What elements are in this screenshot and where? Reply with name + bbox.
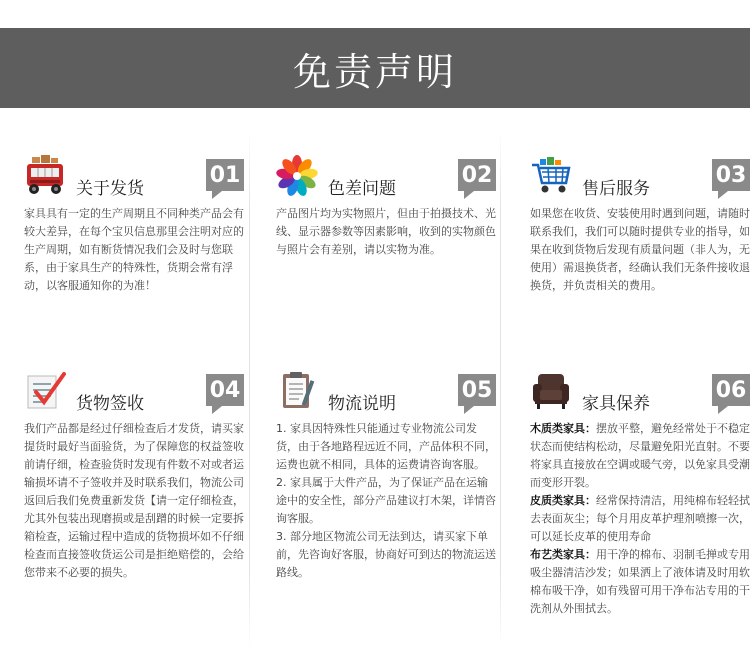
card-title: 售后服务 bbox=[582, 179, 650, 199]
clipboard-icon bbox=[276, 370, 318, 412]
card-number-badge: 01 bbox=[206, 159, 244, 191]
card-number-badge: 05 bbox=[458, 374, 496, 406]
card-body bbox=[24, 205, 244, 295]
maintenance-leather bbox=[530, 492, 750, 546]
shopping-cart-icon bbox=[530, 155, 572, 197]
column-divider bbox=[249, 130, 250, 650]
card-logistics bbox=[276, 370, 496, 660]
header-banner bbox=[0, 28, 750, 108]
armchair-icon bbox=[530, 370, 572, 412]
card-title: 家具保养 bbox=[582, 394, 650, 414]
card-body bbox=[530, 420, 750, 618]
logistics-item-3: 3. 部分地区物流公司无法到达，请买家下单前，先咨询好客服，协商好可到达的物流运送路线。 bbox=[276, 530, 496, 579]
card-body bbox=[276, 420, 496, 582]
color-wheel-icon bbox=[276, 155, 318, 197]
maintenance-label: 木质类家具： bbox=[530, 422, 596, 435]
card-title: 货物签收 bbox=[76, 394, 144, 414]
card-maintenance bbox=[530, 370, 750, 660]
maintenance-fabric bbox=[530, 546, 750, 618]
card-number-badge: 06 bbox=[712, 374, 750, 406]
card-number-badge: 04 bbox=[206, 374, 244, 406]
maintenance-text: 摆放平整，避免经常处于不稳定状态而使结构松动，尽量避免阳光直射。不要将家具直接放在空调或暖气旁，以免家具受潮而变形开裂。 bbox=[530, 422, 750, 489]
card-body bbox=[24, 420, 244, 582]
card-number-badge: 03 bbox=[712, 159, 750, 191]
maintenance-text: 经常保持清洁，用纯棉布轻轻拭去表面灰尘；每个月用皮革护理剂喷擦一次，可以延长皮革的使用寿命 bbox=[530, 494, 750, 543]
maintenance-label: 皮质类家具： bbox=[530, 494, 596, 507]
card-color-difference bbox=[276, 155, 496, 395]
maintenance-label: 布艺类家具： bbox=[530, 548, 596, 561]
logistics-item-2: 2. 家具属于大件产品，为了保证产品在运输途中的安全性，部分产品建议打木架，详情咨询客服。 bbox=[276, 476, 496, 525]
maintenance-text: 用干净的棉布、羽制毛掸或专用吸尘器清洁沙发；如果洒上了液体请及时用软棉布吸干净，如有残留可用干净布沾专用的干洗剂从外围拭去。 bbox=[530, 548, 750, 615]
card-text: 产品图片均为实物照片，但由于拍摄技术、光线、显示器参数等因素影响，收到的实物颜色与照片会有差别，请以实物为准。 bbox=[276, 207, 496, 256]
delivery-truck-icon bbox=[24, 155, 66, 197]
maintenance-wood bbox=[530, 420, 750, 492]
card-title: 物流说明 bbox=[328, 394, 396, 414]
card-text: 我们产品都是经过仔细检查后才发货，请买家提货时最好当面验货，为了保障您的权益签收前请仔细，检查验货时发现有件数不对或者运输损坏请不子签收并及时联系我们，物流公司返回后我们免费重新发货【请一定仔细检查，尤其外包装出现磨损或是刮蹭的时候一定要拆箱检查，运输过程中造成的货物损坏如不仔细检查而直接签收货运公司是拒绝赔偿的，会给您带来不必要的损失。 bbox=[24, 422, 244, 579]
page-title: 免责声明 bbox=[292, 49, 457, 94]
column-divider bbox=[500, 130, 501, 650]
card-shipping bbox=[24, 155, 244, 395]
card-text: 家具具有一定的生产周期且不同种类产品会有较大差异，在每个宝贝信息那里会注明对应的生产周期，如有断货情况我们会及时与您联系，由于家具生产的特殊性，货期会常有浮动，以客服通知你的为准！ bbox=[24, 207, 244, 292]
card-delivery-receipt bbox=[24, 370, 244, 660]
card-body bbox=[276, 205, 496, 259]
card-after-sales bbox=[530, 155, 750, 395]
card-body bbox=[530, 205, 750, 295]
card-title: 色差问题 bbox=[328, 179, 396, 199]
card-number-badge: 02 bbox=[458, 159, 496, 191]
card-title: 关于发货 bbox=[76, 179, 144, 199]
checklist-icon bbox=[24, 370, 66, 412]
logistics-item-1: 1. 家具因特殊性只能通过专业物流公司发货，由于各地路程远近不同，产品体积不同，运费也就不相同，具体的运费请咨询客服。 bbox=[276, 422, 496, 471]
card-text: 如果您在收货、安装使用时遇到问题，请随时联系我们，我们可以随时提供专业的指导，如果在收到货物后发现有质量问题（非人为，无使用）需退换货者，经确认我们无条件接收退换货，并负责相关的费用。 bbox=[530, 207, 750, 292]
